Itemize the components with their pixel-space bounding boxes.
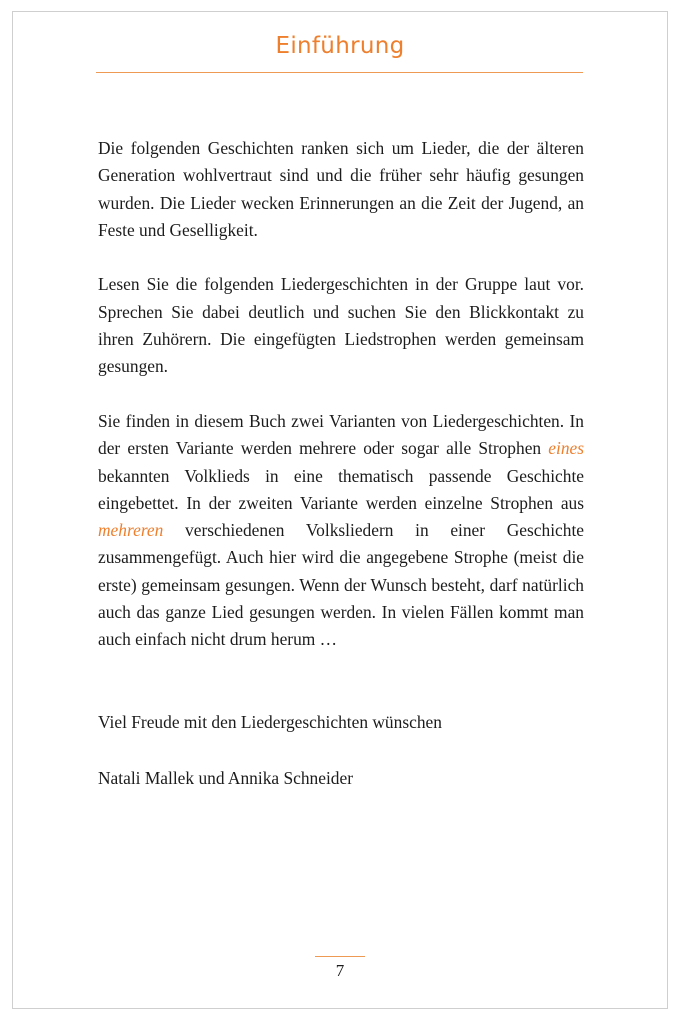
paragraph-2: Lesen Sie die folgenden Liedergeschichten in der Gruppe laut vor. Sprechen Sie dabei deutlich und suchen Sie den Blickkontakt zu ihren Zuhörern. Die eingefügten Liedstrophen werden gemeinsam gesungen. xyxy=(98,274,584,377)
page-title: Einführung xyxy=(275,33,405,59)
title-divider xyxy=(96,72,583,73)
paragraph-3-part-c: verschiedenen Volksliedern in einer Geschichte zusammengefügt. Auch hier wird die angegebene Strophe (meist die erste) gemeinsam gesungen. Wenn der Wunsch besteht, darf natürlich auch das ganze Lied gesungen werden. In vielen Fällen kommt man auch einfach nicht drum herum … xyxy=(98,520,584,650)
emphasis-mehreren: mehreren xyxy=(98,520,164,541)
paragraph-3-part-b: bekannten Volklieds in eine thematisch passende Geschichte eingebettet. In der zweiten Variante werden einzelne Strophen aus xyxy=(98,465,584,513)
emphasis-eines: eines xyxy=(548,438,584,459)
paragraph-3-part-a: Sie finden in diesem Buch zwei Varianten von Liedergeschichten. In der ersten Variante werden mehrere oder sogar alle Strophen xyxy=(98,410,584,459)
page-number-divider xyxy=(315,956,365,957)
signature: Natali Mallek und Annika Schneider xyxy=(98,768,353,788)
paragraph-1: Die folgenden Geschichten ranken sich um Lieder, die der älteren Generation wohlvertraut sind und die früher sehr häufig gesungen wurden. Die Lieder wecken Erinnerungen an die Zeit der Jugend, an Feste und Geselligkeit. xyxy=(98,138,584,240)
paragraph-3 xyxy=(98,408,584,654)
closing-line: Viel Freude mit den Liedergeschichten wünschen xyxy=(98,712,442,732)
body-text xyxy=(98,135,584,681)
page-number: 7 xyxy=(335,961,345,980)
